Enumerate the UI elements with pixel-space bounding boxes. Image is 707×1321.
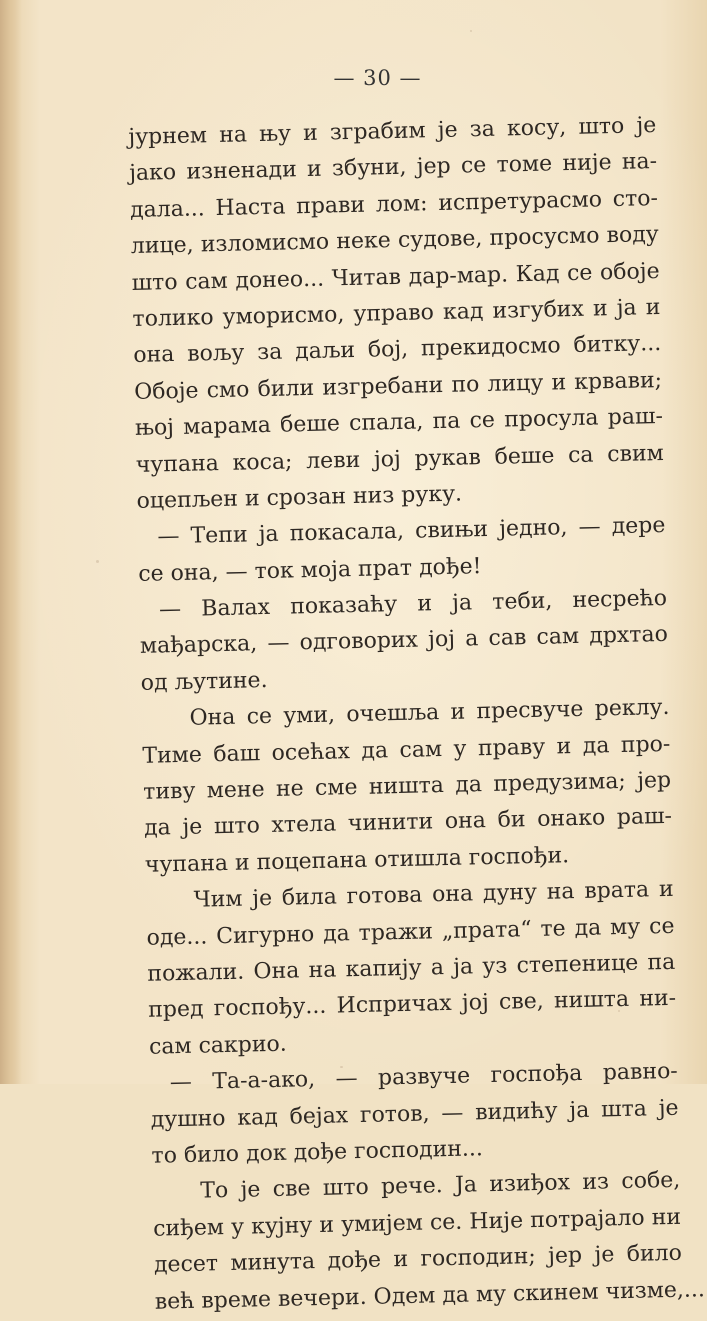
text-line: душно кад бејах готов, — видићу ја шта је [150,1095,679,1133]
text-line: пред госпођу... Испричах јој све, ништа ни- [147,986,677,1024]
text-line: Обоје смо били изгребани по лицу и крвави; [133,367,663,405]
paragraph-2 [137,508,667,593]
text-line: То је све што рече. Ја изиђох из собе, [200,1168,681,1204]
text-line: лице, изломисмо неке судове, просусмо воду [130,222,660,260]
page-gutter-shadow [0,0,22,1084]
body-text [128,108,706,1321]
text-line: то било док дође господин... [151,1136,484,1169]
text-line: да је што хтела чинити она би онако раш- [143,804,673,842]
text-line: јако изненади и збуни, јер се томе није на- [128,149,658,187]
text-line: се она, — ток моја прат дође! [138,553,482,587]
text-line: чупана и поцепана отишла госпођи. [144,842,570,878]
text-line: Она се уми, очешља и пресвуче реклу. [189,695,670,732]
paragraph-3 [139,581,669,702]
paragraph-1 [128,108,665,520]
text-line: она вољу за даљи бој, прекидосмо битку... [133,331,662,369]
text-line: што сам донео... Читав дар-мар. Кад се обоје [131,258,660,296]
text-line: Тиме баш осећах да сам у праву и да про- [142,731,671,769]
text-line: оде... Сигурно да тражи „прата“ те да му се [146,913,675,951]
text-line: — Та-а-ако, — развуче госпођа равно- [169,1058,679,1096]
text-line: оцепљен и срозан низ руку. [136,481,463,514]
text-line: дала... Наста прави лом: испретурасмо сто- [129,185,659,223]
text-line: толико уморисмо, управо кад изгубих и ја и [132,294,661,332]
paper-speckle [470,30,472,32]
paper-speckle [96,560,99,563]
text-line: већ време вечери. Одем да му скинем чизме,... [154,1276,706,1315]
text-line: десет минута дође и господин; јер је било [153,1240,683,1278]
paper-speckle [618,1010,620,1012]
text-line: јурнем на њу и зграбим је за косу, што је [128,113,657,150]
text-line: њој марама беше спала, па се просула раш- [134,404,664,442]
text-line: тиву мене не сме ништа да предузима; јер [142,767,672,805]
paragraph-4 [141,690,673,884]
text-line: пожали. Она на капију а ја уз степенице па [147,949,676,987]
text-line: од љутине. [140,667,268,696]
text-line: — Тепи ја покасала, свињи једно, — дере [157,513,666,550]
text-line: Чим је била готова она дуну на врата и [193,877,674,913]
paragraph-6 [149,1054,679,1175]
text-line: чупана коса; леви јој рукав беше са свим [135,440,664,478]
text-line: сиђем у кујну и умијем се. Није потрајало ни [152,1204,682,1242]
text-line: мађарска, — одговорих јој а сав сам дрхтао [139,622,669,660]
paragraph-5 [145,872,677,1066]
paragraph-7 [152,1163,706,1321]
text-line: — Валах показаћу и ја теби, несрећо [158,585,668,623]
paper-speckle [340,1066,343,1068]
text-line: сам сакрио. [148,1031,288,1060]
page-number: — 30 — [333,66,422,90]
